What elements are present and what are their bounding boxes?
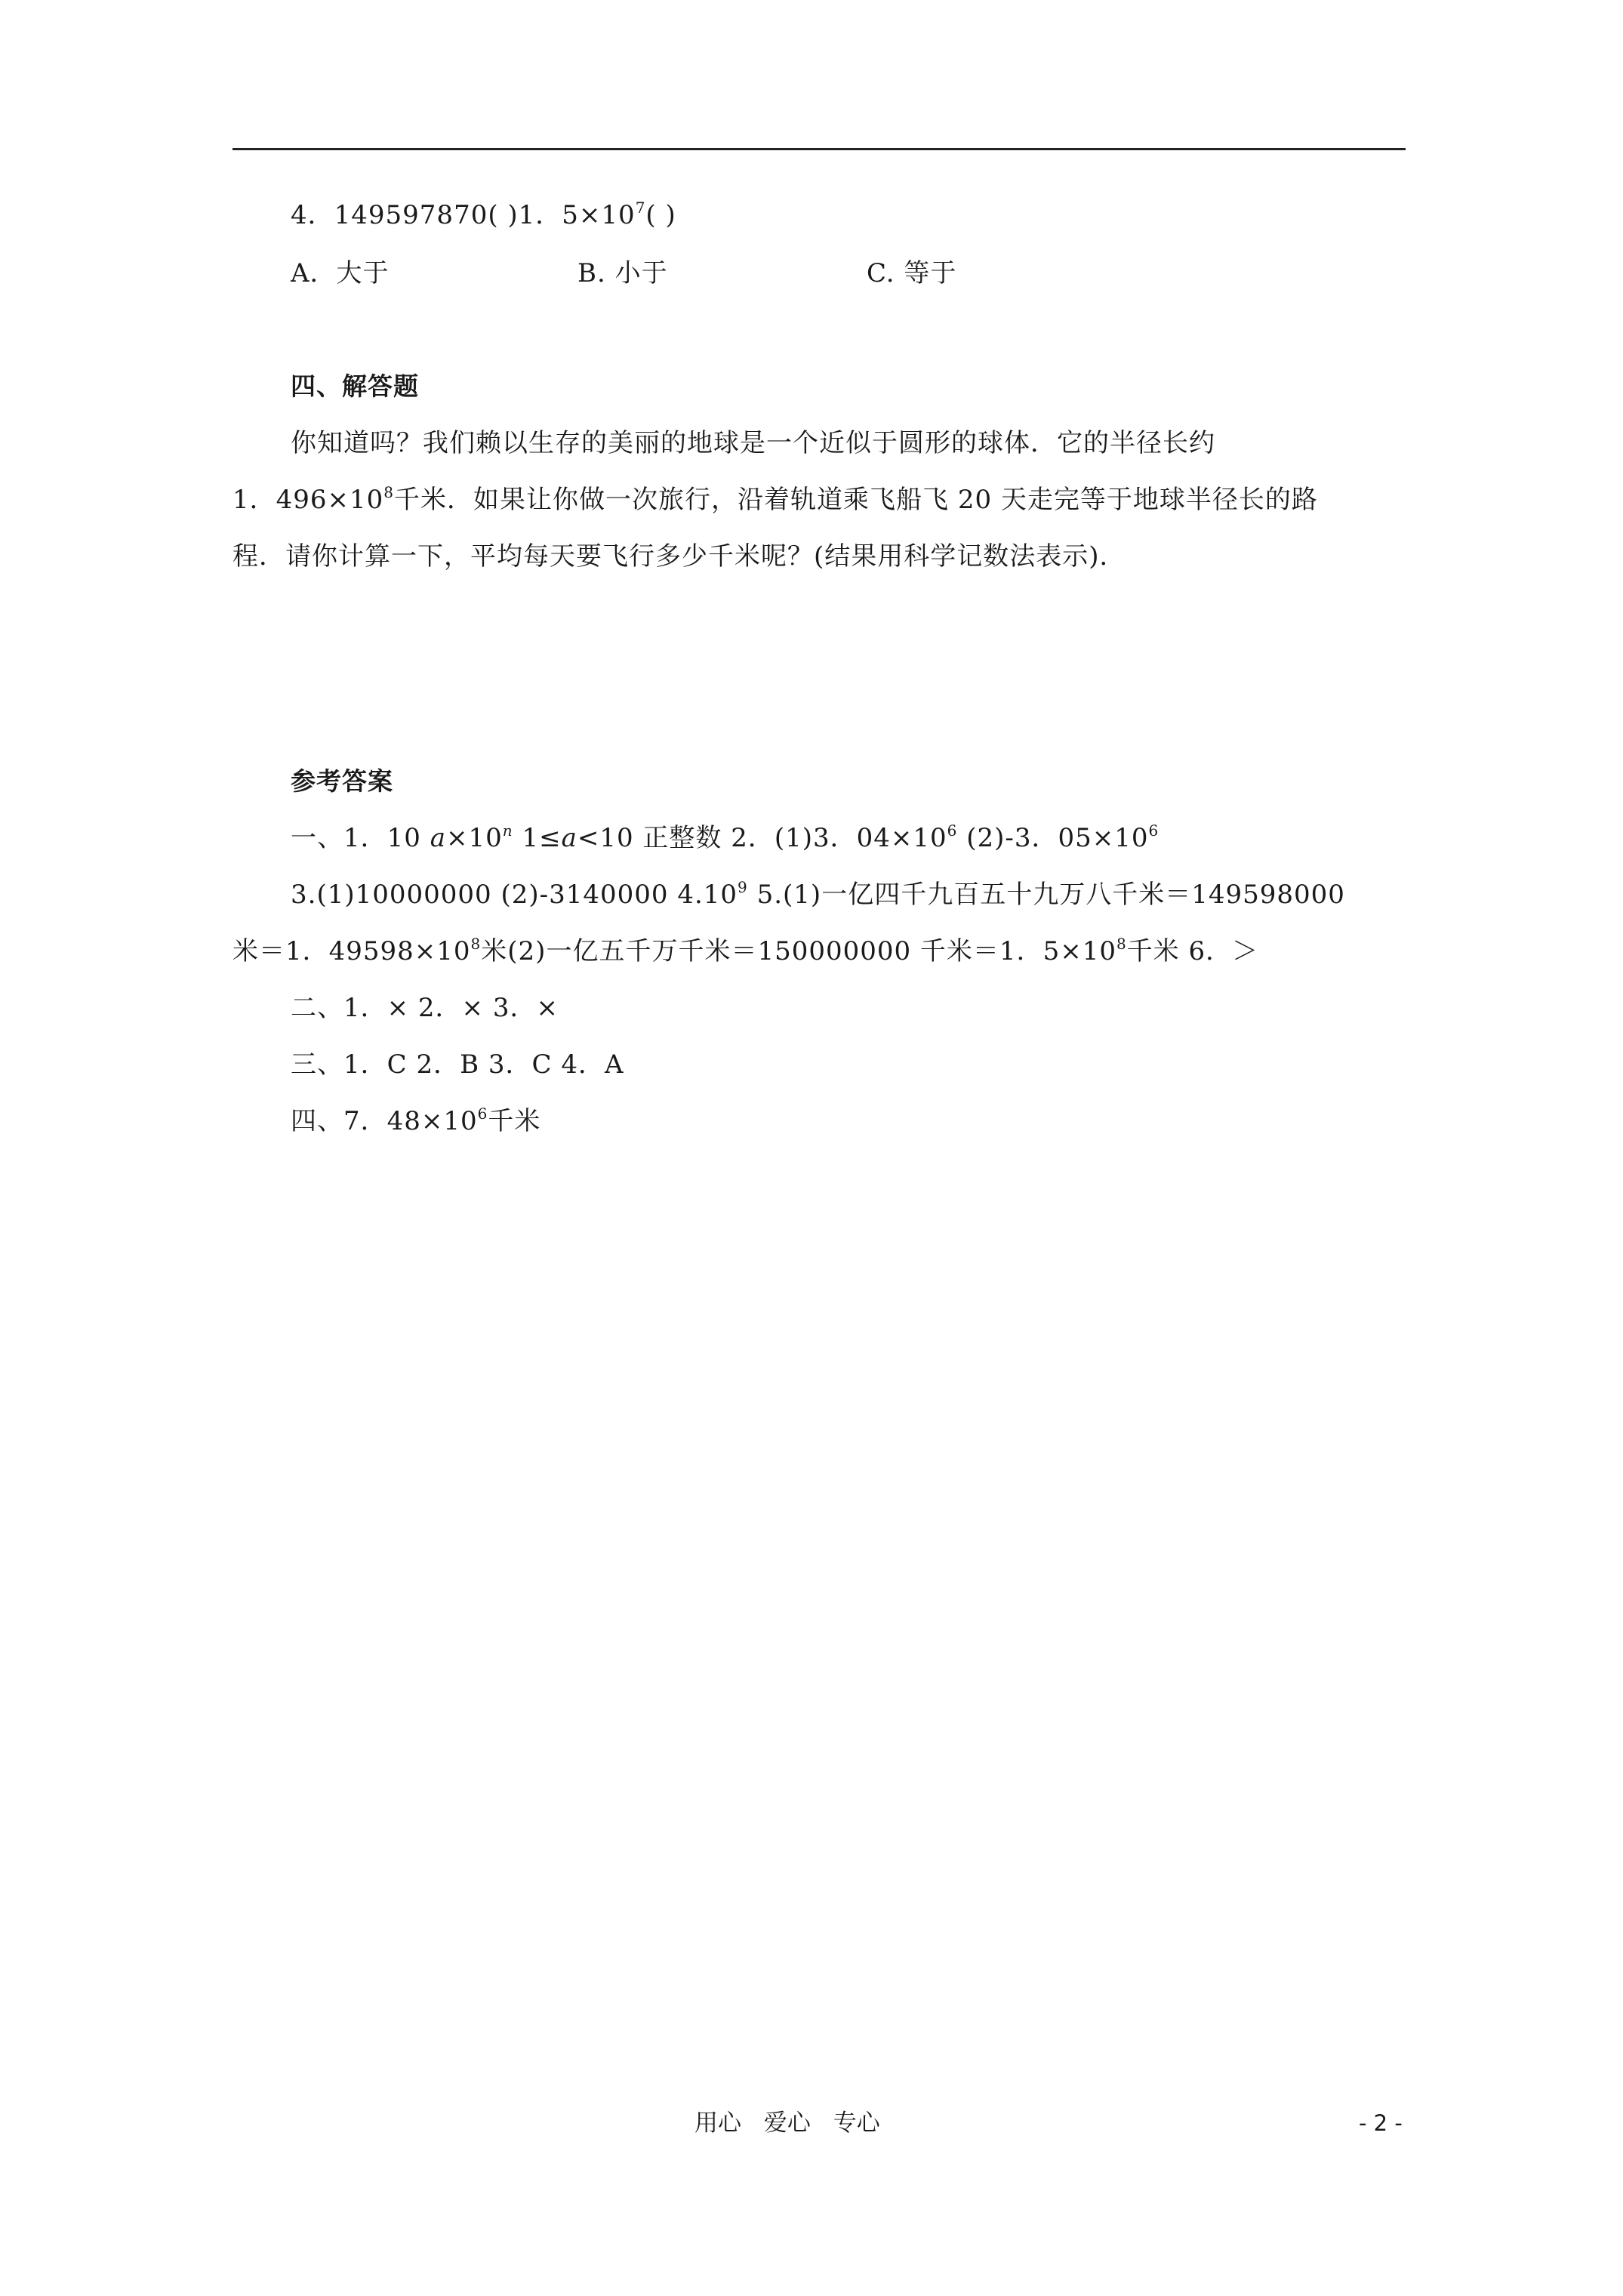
exponent: 6 (477, 1105, 488, 1123)
answer-text: 千米 6．＞ (1126, 936, 1259, 966)
answer-text: 5.(1)一亿四千九百五十九万八千米＝149598000 (747, 880, 1345, 910)
answer-line-2 (291, 880, 1345, 910)
exponent: n (502, 821, 513, 840)
answer-text: 米＝1．49598×10 (233, 936, 471, 966)
problem-line-2 (233, 485, 1318, 515)
answer-text: 3.(1)10000000 (2)-3140000 4.10 (291, 880, 738, 910)
question-text: 149597870( )1．5×10 (334, 200, 636, 230)
header-rule (233, 148, 1406, 150)
answer-line-3 (233, 936, 1258, 966)
problem-line-1: 你知道吗？我们赖以生存的美丽的地球是一个近似于圆形的球体．它的半径长约 (291, 428, 1215, 458)
option-c: C. 等于 (867, 258, 957, 288)
option-a: A．大于 (291, 258, 390, 288)
variable: a (430, 823, 446, 853)
exponent: 8 (383, 483, 395, 501)
answer-line-5: 三、1．C 2．B 3．C 4．A (291, 1049, 624, 1080)
question-blank: ( ) (645, 200, 676, 230)
answer-line-6 (291, 1106, 540, 1136)
answer-text: 一、1．10 (291, 823, 430, 853)
footer-slogan: 用心 爱心 专心 (694, 2110, 880, 2137)
answer-text: (2)-3．05×10 (957, 823, 1149, 853)
question-number: 4． (291, 200, 334, 230)
answer-text: 四、7．48×10 (291, 1106, 478, 1136)
answer-text: ×10 (445, 823, 503, 853)
answers-title: 参考答案 (291, 766, 393, 796)
answer-text: 1≤ (513, 823, 562, 853)
exponent: 8 (1116, 935, 1127, 953)
variable: a (561, 823, 577, 853)
answer-text: 米(2)一亿五千万千米＝150000000 千米＝1．5×10 (481, 936, 1116, 966)
answer-line-1 (291, 823, 1159, 853)
answer-line-4: 二、1．× 2．× 3．× (291, 993, 559, 1023)
option-b: B. 小于 (577, 258, 668, 288)
problem-number: 1．496×10 (233, 485, 384, 515)
answer-text: 千米 (488, 1106, 541, 1136)
page-number: - 2 - (1359, 2110, 1403, 2136)
exponent: 6 (947, 821, 958, 840)
problem-text: 千米．如果让你做一次旅行，沿着轨道乘飞船飞 20 天走完等于地球半径长的路 (394, 485, 1318, 515)
answer-text: <10 正整数 2．(1)3．04×10 (577, 823, 947, 853)
exponent: 8 (470, 935, 482, 953)
exponent: 7 (635, 199, 646, 217)
question-4 (291, 200, 676, 230)
exponent: 6 (1148, 821, 1160, 840)
section-title: 四、解答题 (291, 371, 419, 401)
exponent: 9 (738, 878, 748, 896)
problem-line-3: 程．请你计算一下，平均每天要飞行多少千米呢？(结果用科学记数法表示)． (233, 541, 1126, 572)
